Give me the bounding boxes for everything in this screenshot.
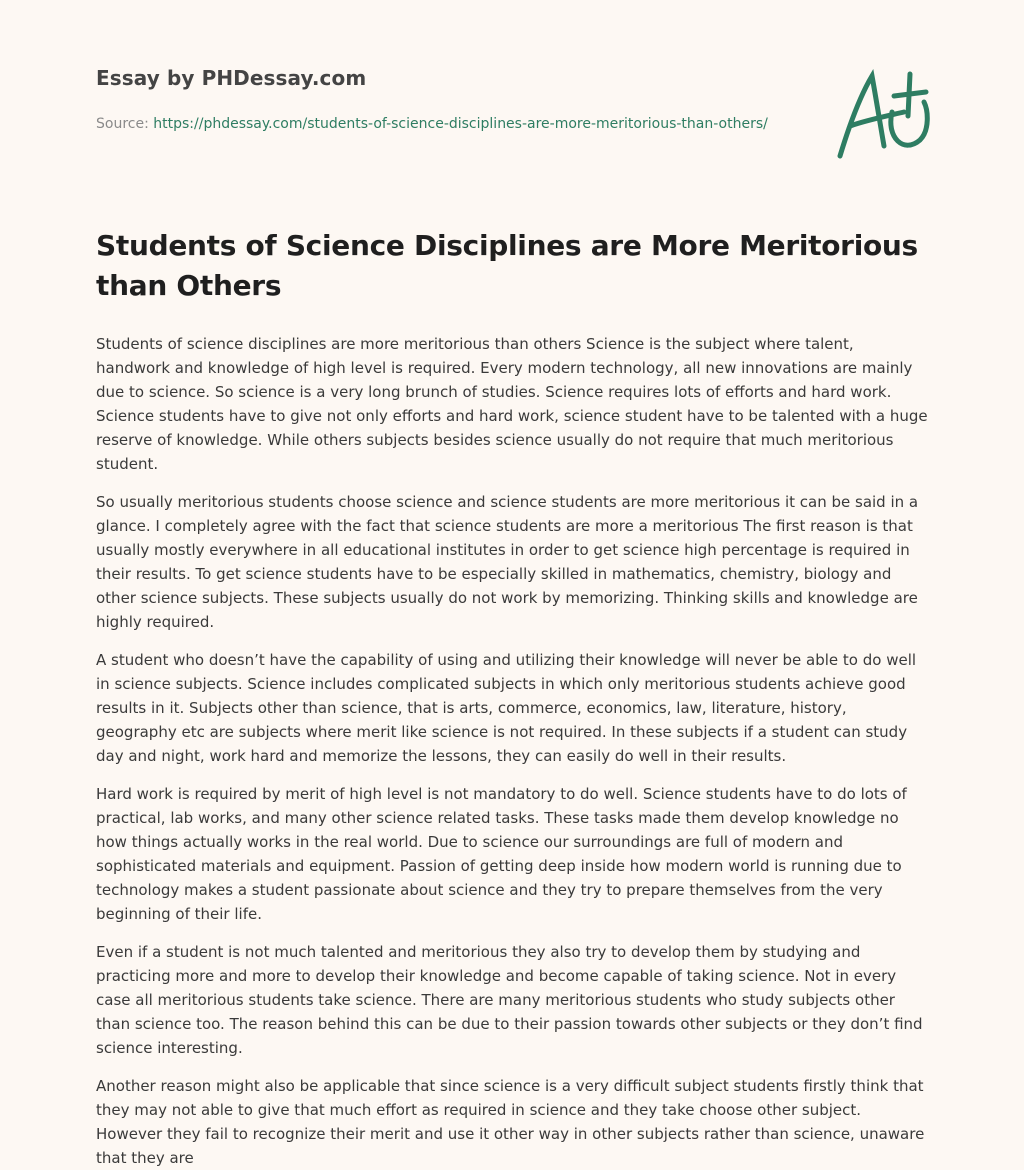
source-link[interactable]: https://phdessay.com/students-of-science-disciplines-are-more-meritorious-than-others/ xyxy=(153,116,768,132)
paragraph: Even if a student is not much talented and meritorious they also try to develop them by studying and practicing more and more to develop their knowledge and become capable of taking science. Not in every case all meritorious students take science. There are many meritorious students who study subjects other than science too. The reason behind this can be due to their passion towards other subjects or they don’t find science interesting. xyxy=(96,943,923,1057)
paragraph: Students of science disciplines are more meritorious than others Science is the subject where talent, handwork and knowledge of high level is required. Every modern technology, all new innovations are mainly due to science. So science is a very long brunch of studies. Science requires lots of efforts and hard work. Science students have to give not only efforts and hard work, science student have to be talented with a huge reserve of knowledge. While others subjects besides science usually do not require that much meritorious student. xyxy=(96,335,928,473)
source-label: Source: xyxy=(96,116,149,132)
source-line xyxy=(96,112,786,136)
a-plus-logo-icon xyxy=(832,68,932,164)
site-brand[interactable]: Essay by PHDessay.com xyxy=(96,66,367,90)
paragraph: A student who doesn’t have the capability of using and utilizing their knowledge will never be able to do well in science subjects. Science includes complicated subjects in which only meritorious students achieve good results in it. Subjects other than science, that is arts, commerce, economics, law, literature, history, geography etc are subjects where merit like science is not required. In these subjects if a student can study day and night, work hard and memorize the lessons, they can easily do well in their results. xyxy=(96,651,917,765)
essay-body xyxy=(96,332,928,1170)
page-header xyxy=(96,0,928,210)
paragraph: Another reason might also be applicable that since science is a very difficult subject students firstly think that they may not able to give that much effort as required in science and they take choose other subject. However they fail to recognize their merit and use it other way in other subjects rather than science, unaware that they are xyxy=(96,1077,925,1167)
essay-title: Students of Science Disciplines are More Meritorious than Others xyxy=(96,229,918,302)
paragraph: Hard work is required by merit of high level is not mandatory to do well. Science students have to do lots of practical, lab works, and many other science related tasks. These tasks made them develop knowledge no how things actually works in the real world. Due to science our surroundings are full of modern and sophisticated materials and equipment. Passion of getting deep inside how modern world is running due to technology makes a student passionate about science and they try to prepare themselves from the very beginning of their life. xyxy=(96,785,907,923)
paragraph: So usually meritorious students choose science and science students are more meritorious it can be said in a glance. I completely agree with the fact that science students are more a meritorious The first reason is that usually mostly everywhere in all educational institutes in order to get science high percentage is required in their results. To get science students have to be especially skilled in mathematics, chemistry, biology and other science subjects. These subjects usually do not work by memorizing. Thinking skills and knowledge are highly required. xyxy=(96,493,919,631)
